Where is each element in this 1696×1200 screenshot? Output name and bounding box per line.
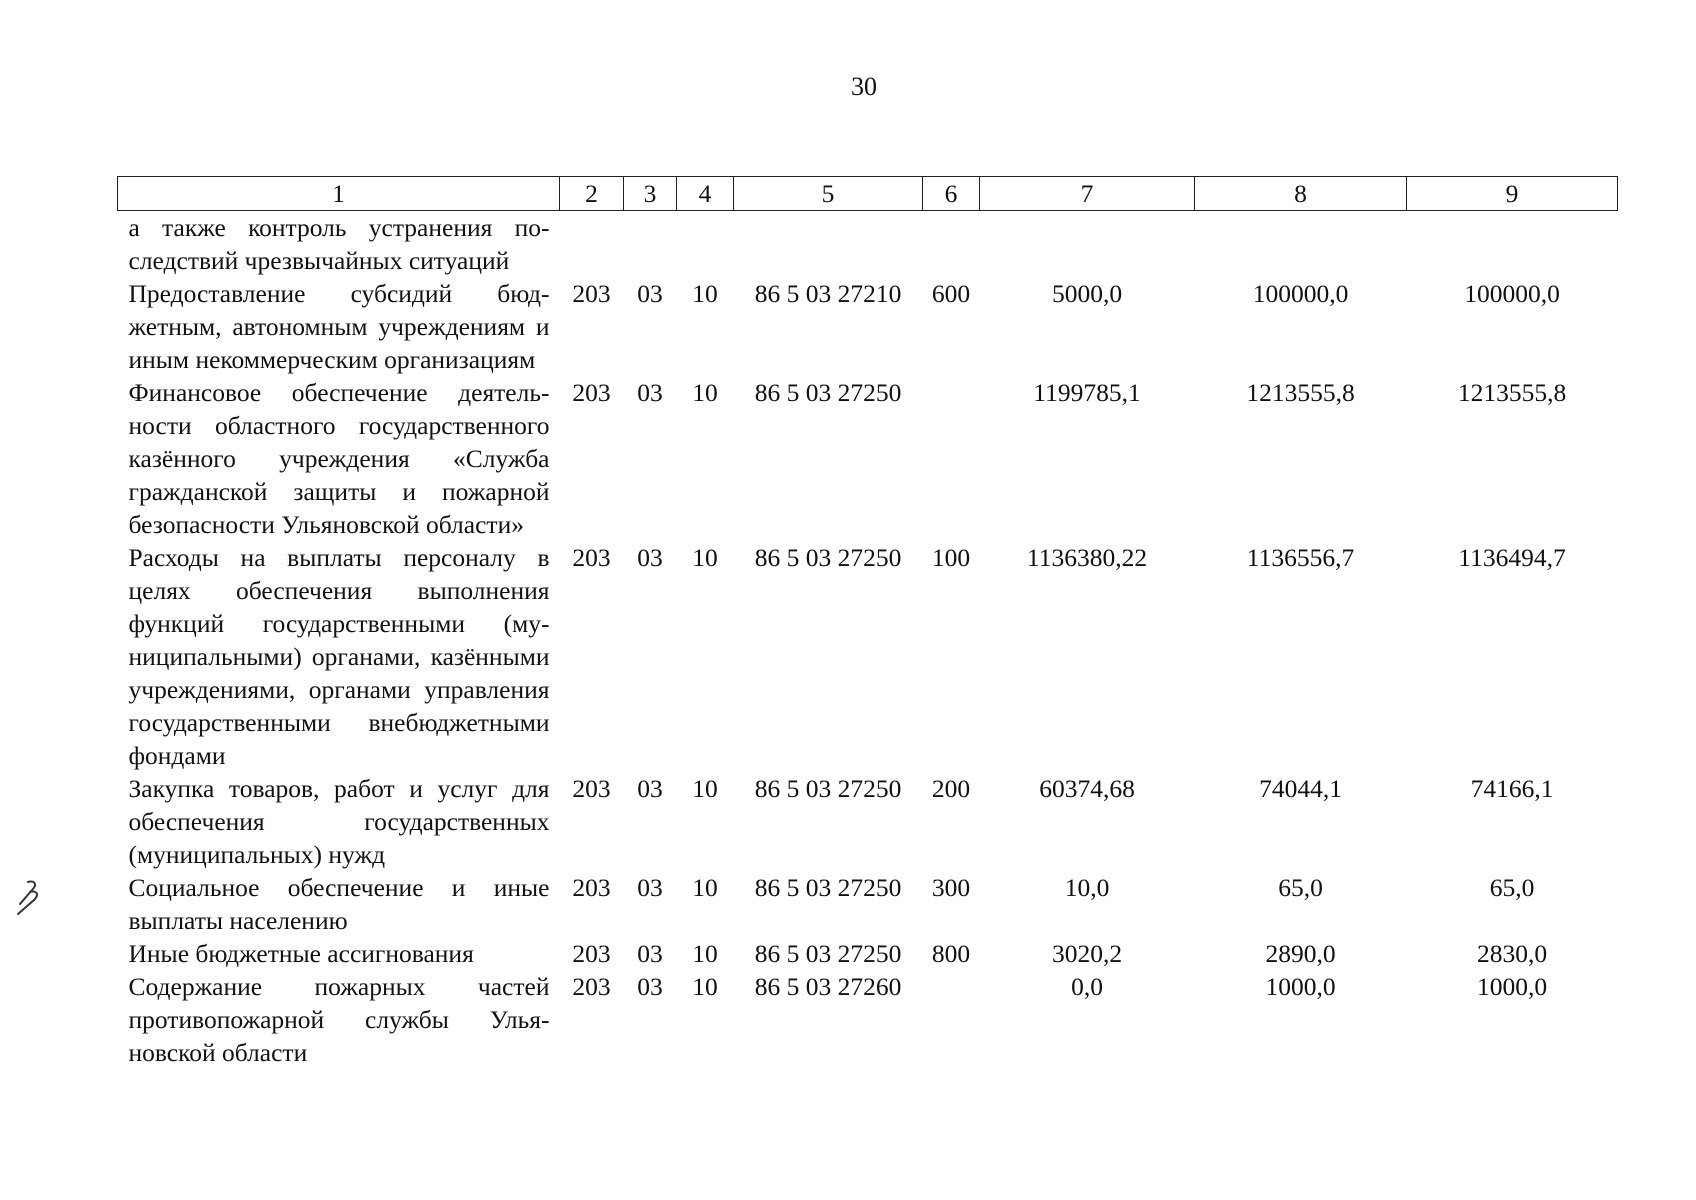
- budget-table: [117, 176, 1618, 1069]
- row-value-col-8: 65,0: [1278, 873, 1323, 902]
- row-name: Иные бюджетные ассигнования: [128, 939, 474, 968]
- row-expense-type: [923, 376, 980, 541]
- row-target-code: 86 5 03 27250: [754, 774, 902, 803]
- row-target-code: 86 5 03 27260: [754, 972, 902, 1001]
- table-row: [118, 541, 1618, 772]
- header-col-5: 5: [734, 177, 923, 211]
- row-section-code: 03: [637, 774, 663, 803]
- header-col-6: 6: [923, 177, 980, 211]
- row-expense-type: [923, 211, 980, 278]
- row-subsection-code: 10: [692, 378, 718, 407]
- header-col-3: 3: [624, 177, 677, 211]
- table-row: [118, 937, 1618, 970]
- row-section-code: 03: [637, 378, 663, 407]
- row-target-code: 86 5 03 27250: [754, 873, 902, 902]
- row-value-col-9: 65,0: [1489, 873, 1535, 902]
- row-ministry-code: 203: [572, 279, 611, 308]
- table-row: [118, 277, 1618, 376]
- row-section-code: [624, 211, 677, 278]
- row-section-code: 03: [637, 543, 663, 572]
- row-value-col-8: 100000,0: [1252, 279, 1349, 308]
- row-value-col-7: 3020,2: [1051, 939, 1123, 968]
- table-row: [118, 376, 1618, 541]
- row-value-col-8: 1000,0: [1265, 972, 1336, 1001]
- row-value-col-8: [1195, 211, 1407, 278]
- row-name: Социальное обеспечение и иные выплаты населению: [128, 873, 550, 935]
- row-value-col-9: 74166,1: [1470, 774, 1554, 803]
- row-name: а также контроль устранения последствий чрезвычайных ситуаций: [128, 213, 550, 275]
- row-section-code: 03: [637, 972, 663, 1001]
- row-value-col-7: 1136380,22: [1026, 543, 1148, 572]
- page-number: 30: [851, 72, 877, 101]
- row-value-col-9: 1000,0: [1476, 972, 1548, 1001]
- row-name: Предоставление субсидий бюджетным, автономным учреждениям и иным некоммерческим организациям: [128, 279, 550, 374]
- row-value-col-9: 1136494,7: [1458, 543, 1566, 572]
- row-name: Расходы на выплаты персоналу в целях обеспечения выполнения функций государственными (муниципальными) органами, казёнными учреждениями, органами управления государственными внебюджетными фондами: [128, 543, 550, 770]
- row-target-code: 86 5 03 27250: [754, 543, 902, 572]
- row-value-col-8: 74044,1: [1259, 774, 1342, 803]
- row-target-code: 86 5 03 27250: [754, 939, 902, 968]
- row-name: Закупка товаров, работ и услуг для обеспечения государственных (муниципальных) нужд: [128, 774, 550, 869]
- table-row: [118, 871, 1618, 937]
- row-section-code: 03: [637, 873, 663, 902]
- row-value-col-8: 2890,0: [1265, 939, 1336, 968]
- header-col-4: 4: [677, 177, 734, 211]
- row-value-col-7: 0,0: [1071, 972, 1103, 1001]
- row-section-code: 03: [637, 939, 663, 968]
- row-ministry-code: 203: [572, 873, 611, 902]
- row-ministry-code: 203: [572, 543, 611, 572]
- handwritten-mark-icon: [14, 878, 46, 918]
- row-subsection-code: 10: [692, 939, 718, 968]
- row-name: Финансовое обеспечение деятельности областного государственного казённого учреждения «Служба гражданской защиты и пожарной безопасности Ульяновской области»: [128, 378, 550, 539]
- header-col-2: 2: [560, 177, 624, 211]
- row-target-code: 86 5 03 27250: [754, 378, 902, 407]
- row-subsection-code: 10: [692, 873, 718, 902]
- row-value-col-7: 60374,68: [1039, 774, 1135, 803]
- header-col-8: 8: [1195, 177, 1407, 211]
- row-value-col-9: [1407, 211, 1618, 278]
- row-expense-type: 200: [931, 774, 971, 803]
- table-row: [118, 211, 1618, 278]
- row-subsection-code: [677, 211, 734, 278]
- row-section-code: 03: [637, 279, 663, 308]
- row-value-col-9: 1213555,8: [1457, 378, 1567, 407]
- table-row: [118, 772, 1618, 871]
- row-value-col-7: 5000,0: [1051, 279, 1123, 308]
- row-expense-type: 600: [931, 279, 971, 308]
- table-body: [118, 211, 1618, 1070]
- row-expense-type: 300: [931, 873, 971, 902]
- row-name: Содержание пожарных частей противопожарной службы Ульяновской области: [128, 972, 550, 1067]
- table-header: [118, 177, 1618, 211]
- row-ministry-code: 203: [572, 939, 611, 968]
- row-target-code: [734, 211, 923, 278]
- row-subsection-code: 10: [692, 543, 718, 572]
- header-col-1: 1: [118, 177, 560, 211]
- row-subsection-code: 10: [692, 279, 718, 308]
- row-value-col-7: 10,0: [1064, 873, 1110, 902]
- row-value-col-8: 1136556,7: [1246, 543, 1355, 572]
- row-ministry-code: 203: [572, 972, 611, 1001]
- row-target-code: 86 5 03 27210: [754, 279, 902, 308]
- row-subsection-code: 10: [692, 972, 718, 1001]
- row-expense-type: 100: [931, 543, 971, 572]
- row-ministry-code: 203: [572, 774, 611, 803]
- header-col-7: 7: [980, 177, 1195, 211]
- row-expense-type: [923, 970, 980, 1069]
- row-value-col-7: [980, 211, 1195, 278]
- table-row: [118, 970, 1618, 1069]
- row-value-col-8: 1213555,8: [1246, 378, 1355, 407]
- row-subsection-code: 10: [692, 774, 718, 803]
- header-col-9: 9: [1407, 177, 1618, 211]
- header-row: [118, 177, 1618, 211]
- row-ministry-code: 203: [572, 378, 611, 407]
- row-value-col-9: 100000,0: [1464, 279, 1560, 308]
- row-ministry-code: [560, 211, 624, 278]
- row-expense-type: 800: [931, 939, 971, 968]
- row-value-col-7: 1199785,1: [1033, 378, 1141, 407]
- row-value-col-9: 2830,0: [1476, 939, 1548, 968]
